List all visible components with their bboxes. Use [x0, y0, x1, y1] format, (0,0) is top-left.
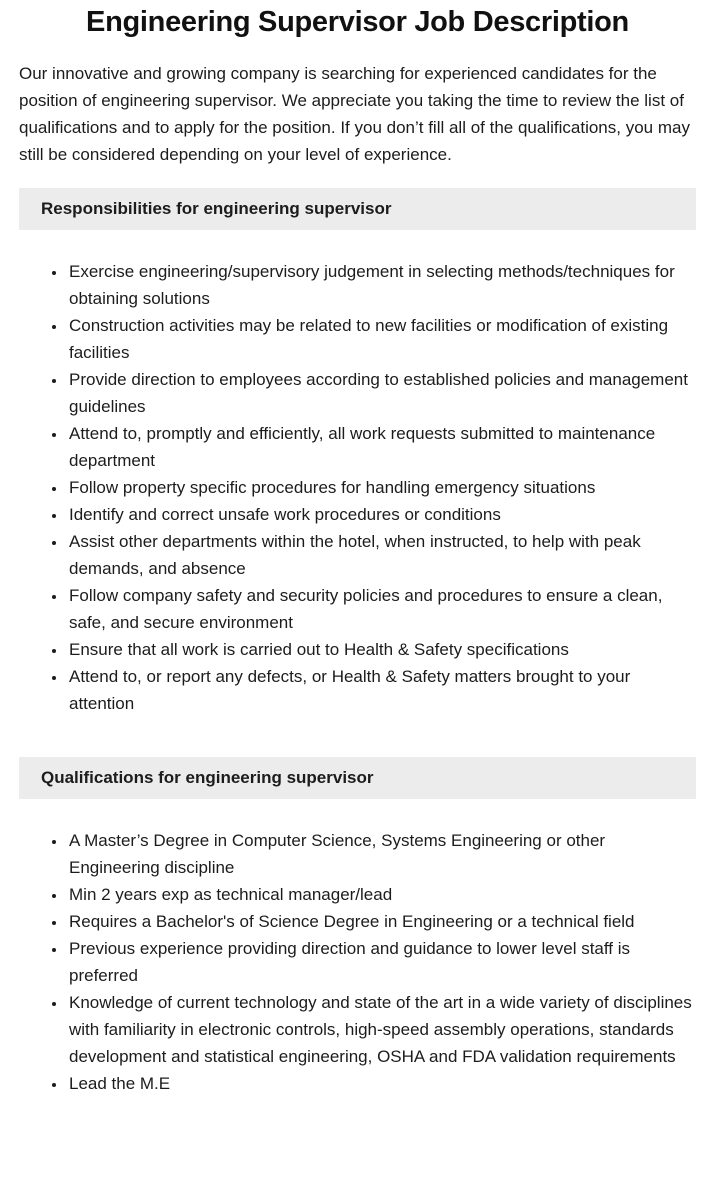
section-header-responsibilities [19, 188, 696, 230]
list-item: • Min 2 years exp as technical manager/lead [67, 881, 696, 908]
list-item: • Requires a Bachelor's of Science Degree in Engineering or a technical field [67, 908, 696, 935]
section-heading-text: Qualifications for engineering supervisor [41, 768, 374, 787]
section-header-qualifications [19, 757, 696, 799]
list-item: • Exercise engineering/supervisory judgement in selecting methods/techniques for obtaining solutions [67, 258, 696, 312]
list-item: • Knowledge of current technology and state of the art in a wide variety of disciplines with familiarity in electronic controls, high-speed assembly operations, standards development and statistical engineering, OSHA and FDA validation requirements [67, 989, 696, 1070]
list-item: • A Master’s Degree in Computer Science, Systems Engineering or other Engineering discipline [67, 827, 696, 881]
list-item: • Follow company safety and security policies and procedures to ensure a clean, safe, and secure environment [67, 582, 696, 636]
list-item: • Follow property specific procedures for handling emergency situations [67, 474, 696, 501]
list-item: • Assist other departments within the hotel, when instructed, to help with peak demands, and absence [67, 528, 696, 582]
page-title: Engineering Supervisor Job Description [86, 6, 629, 38]
qualifications-list [19, 827, 696, 1097]
list-item: • Identify and correct unsafe work procedures or conditions [67, 501, 696, 528]
list-item: • Attend to, or report any defects, or Health & Safety matters brought to your attention [67, 663, 696, 717]
list-item: • Previous experience providing direction and guidance to lower level staff is preferred [67, 935, 696, 989]
list-item: • Construction activities may be related to new facilities or modification of existing facilities [67, 312, 696, 366]
list-item: • Ensure that all work is carried out to Health & Safety specifications [67, 636, 696, 663]
responsibilities-list [19, 258, 696, 717]
list-item: • Provide direction to employees according to established policies and management guidelines [67, 366, 696, 420]
list-item: • Lead the M.E [67, 1070, 696, 1097]
list-item: • Attend to, promptly and efficiently, all work requests submitted to maintenance department [67, 420, 696, 474]
section-heading-text: Responsibilities for engineering supervisor [41, 199, 392, 218]
intro-paragraph: Our innovative and growing company is searching for experienced candidates for the position of engineering supervisor. We appreciate you taking the time to review the list of qualifications and to apply for the position. If you don’t fill all of the qualifications, you may still be considered depending on your level of experience. [19, 64, 690, 164]
